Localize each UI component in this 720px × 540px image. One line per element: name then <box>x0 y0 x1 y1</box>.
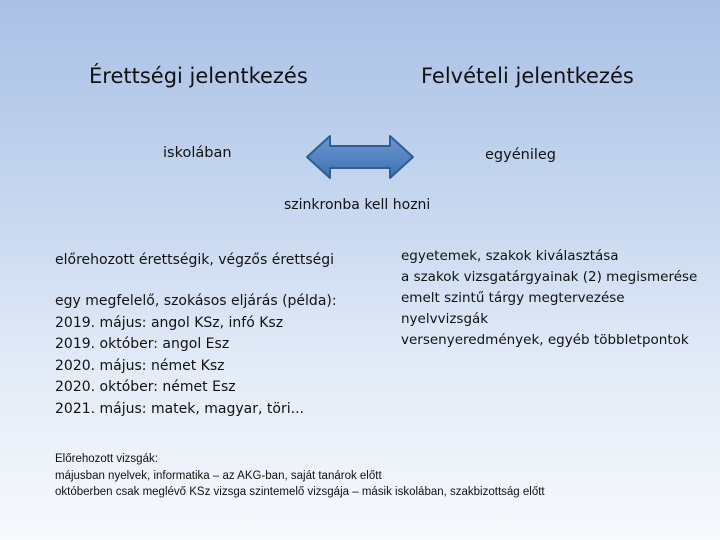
double-headed-arrow-icon <box>304 132 416 182</box>
list-item: 2019. május: angol KSz, infó Ksz <box>55 314 284 331</box>
right-block-list <box>401 246 697 351</box>
list-item: versenyeredmények, egyéb többletpontok <box>401 332 689 348</box>
title-felveteli: Felvételi jelentkezés <box>421 64 634 88</box>
list-item: egyetemek, szakok kiválasztása <box>401 248 619 264</box>
footnote-heading: Előrehozott vizsgák: <box>55 453 158 465</box>
label-iskolaban: iskolában <box>163 145 232 161</box>
list-item: 2020. május: német Ksz <box>55 357 225 374</box>
list-item: nyelvvizsgák <box>401 311 489 327</box>
list-item: 2019. október: angol Esz <box>55 336 230 352</box>
footnote <box>55 451 545 501</box>
list-item: egy megfelelő, szokásos eljárás (példa): <box>55 293 337 309</box>
sync-text: szinkronba kell hozni <box>284 197 431 213</box>
label-egyenileg: egyénileg <box>485 147 556 163</box>
list-item: emelt szintű tárgy megtervezése <box>401 290 625 306</box>
left-block-heading: előrehozott érettségik, végzős érettségi <box>55 252 335 268</box>
list-item: 2020. október: német Esz <box>55 379 236 395</box>
footnote-line: májusban nyelvek, informatika – az AKG-ban, saját tanárok előtt <box>55 469 382 482</box>
title-erettsegi: Érettségi jelentkezés <box>89 64 308 88</box>
left-block-list <box>55 291 337 420</box>
list-item: 2021. május: matek, magyar, töri... <box>55 400 304 417</box>
footnote-line: októberben csak meglévő KSz vizsga szintemelő vizsgája – másik iskolában, szakbizottság előtt <box>55 486 545 498</box>
list-item: a szakok vizsgatárgyainak (2) megismerése <box>401 269 698 285</box>
